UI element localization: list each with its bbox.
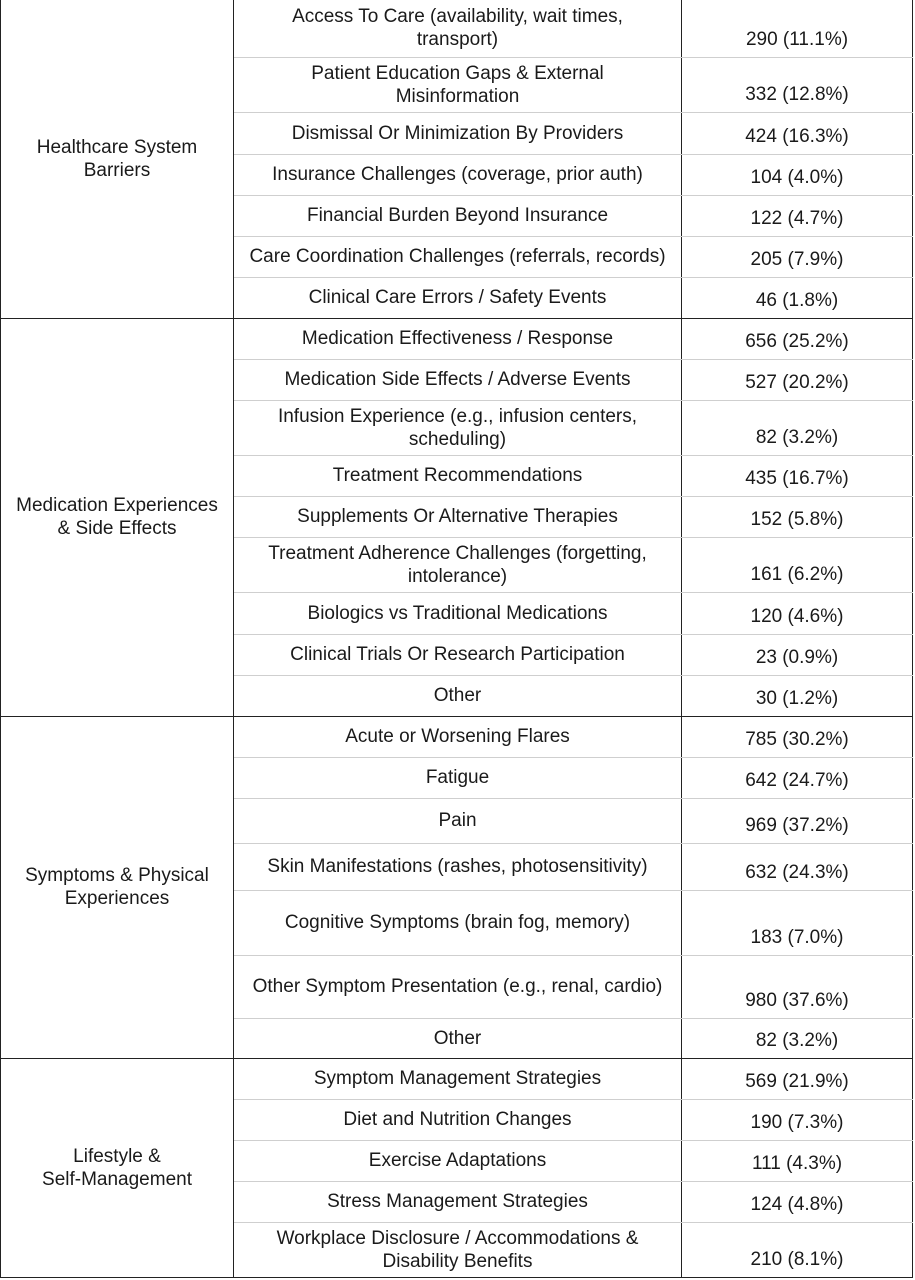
value-cell: 30 (1.2%) [681, 675, 913, 716]
row-divider [234, 400, 913, 401]
subcategory-cell: Supplements Or Alternative Therapies [297, 506, 618, 527]
row-divider [234, 1181, 913, 1182]
row-divider [234, 843, 913, 844]
subcategory-cell: Stress Management Strategies [327, 1191, 588, 1212]
table-bottom-border [0, 1277, 913, 1278]
group-label-text: Lifestyle & Self-Management [42, 1145, 192, 1190]
row-divider [234, 1222, 913, 1223]
group-label-text: Medication Experiences & Side Effects [16, 495, 218, 539]
row-divider [234, 1099, 913, 1100]
row-divider [234, 592, 913, 593]
value-cell: 632 (24.3%) [681, 843, 913, 890]
value-cell: 205 (7.9%) [681, 236, 913, 277]
subcategory-cell: Biologics vs Traditional Medications [307, 602, 608, 624]
value-cell: 111 (4.3%) [681, 1140, 913, 1181]
subcategory-cell: Treatment Adherence Challenges (forgetting, intolerance) [268, 543, 647, 587]
subcategory-cell: Infusion Experience (e.g., infusion centers, scheduling) [277, 406, 638, 450]
subcategory-cell: Diet and Nutrition Changes [343, 1109, 572, 1130]
group-label-text: Symptoms & Physical Experiences [25, 865, 209, 909]
subcategory-cell: Exercise Adaptations [368, 1150, 547, 1171]
row-divider [234, 537, 913, 538]
subcategory-cell: Acute or Worsening Flares [345, 726, 570, 747]
value-cell: 527 (20.2%) [681, 359, 913, 400]
subcategory-cell: Symptom Management Strategies [313, 1068, 602, 1089]
row-divider [234, 57, 913, 58]
subcategory-cell: Other [433, 685, 482, 706]
group-label-text: Healthcare System Barriers [36, 137, 198, 181]
row-divider [234, 154, 913, 155]
row-divider [234, 195, 913, 196]
value-cell: 104 (4.0%) [681, 154, 913, 195]
row-divider [234, 757, 913, 758]
subcategory-cell: Medication Effectiveness / Response [301, 328, 614, 349]
row-divider [234, 675, 913, 676]
row-divider [234, 277, 913, 278]
value-cell: 435 (16.7%) [681, 455, 913, 496]
value-cell: 124 (4.8%) [681, 1181, 913, 1222]
row-divider [234, 1140, 913, 1141]
row-divider [234, 634, 913, 635]
group-divider [0, 716, 913, 717]
subcategory-cell: Dismissal Or Minimization By Providers [291, 122, 624, 144]
row-divider [234, 112, 913, 113]
value-cell: 82 (3.2%) [681, 400, 913, 455]
subcategory-cell: Pain [438, 810, 477, 831]
value-cell: 46 (1.8%) [681, 277, 913, 318]
row-divider [234, 236, 913, 237]
row-divider [234, 359, 913, 360]
value-cell: 969 (37.2%) [681, 798, 913, 843]
row-divider [234, 798, 913, 799]
value-cell: 161 (6.2%) [681, 537, 913, 592]
value-cell: 424 (16.3%) [681, 112, 913, 154]
group-label [0, 0, 234, 318]
group-divider [0, 1058, 913, 1059]
value-cell: 785 (30.2%) [681, 716, 913, 757]
value-cell: 656 (25.2%) [681, 318, 913, 359]
value-cell: 642 (24.7%) [681, 757, 913, 798]
subcategory-cell: Medication Side Effects / Adverse Events [284, 369, 631, 390]
value-cell: 980 (37.6%) [681, 955, 913, 1018]
row-divider [234, 890, 913, 891]
group-label [0, 1058, 234, 1277]
group-label [0, 318, 234, 716]
subcategory-cell: Patient Education Gaps & External Misinformation [311, 63, 604, 107]
subcategory-cell: Fatigue [425, 767, 490, 788]
value-cell: 23 (0.9%) [681, 634, 913, 675]
subcategory-cell: Access To Care (availability, wait times, transport) [292, 6, 623, 50]
value-cell: 120 (4.6%) [681, 592, 913, 634]
value-cell: 122 (4.7%) [681, 195, 913, 236]
value-cell: 569 (21.9%) [681, 1058, 913, 1099]
subcategory-cell: Clinical Care Errors / Safety Events [308, 287, 607, 308]
row-divider [234, 496, 913, 497]
subcategory-cell: Insurance Challenges (coverage, prior auth) [272, 164, 643, 185]
value-cell: 183 (7.0%) [681, 890, 913, 955]
value-cell: 82 (3.2%) [681, 1018, 913, 1058]
subcategory-cell: Other Symptom Presentation (e.g., renal, cardio) [252, 976, 663, 997]
value-cell: 152 (5.8%) [681, 496, 913, 537]
value-cell: 210 (8.1%) [681, 1222, 913, 1277]
row-divider [234, 955, 913, 956]
value-cell: 332 (12.8%) [681, 57, 913, 112]
subcategory-cell: Skin Manifestations (rashes, photosensitivity) [267, 856, 648, 877]
group-label [0, 716, 234, 1058]
group-divider [0, 318, 913, 319]
subcategory-cell: Other [433, 1027, 482, 1049]
row-divider [234, 1018, 913, 1019]
subcategory-cell: Treatment Recommendations [332, 465, 583, 486]
row-divider [234, 455, 913, 456]
subcategory-cell: Cognitive Symptoms (brain fog, memory) [284, 912, 631, 933]
value-cell: 290 (11.1%) [681, 0, 913, 57]
subcategory-cell: Financial Burden Beyond Insurance [306, 205, 609, 226]
subcategory-cell: Clinical Trials Or Research Participation [290, 644, 625, 665]
value-cell: 190 (7.3%) [681, 1099, 913, 1140]
subcategory-cell: Workplace Disclosure / Accommodations & Disability Benefits [276, 1228, 639, 1272]
subcategory-cell: Care Coordination Challenges (referrals, records) [249, 246, 666, 267]
